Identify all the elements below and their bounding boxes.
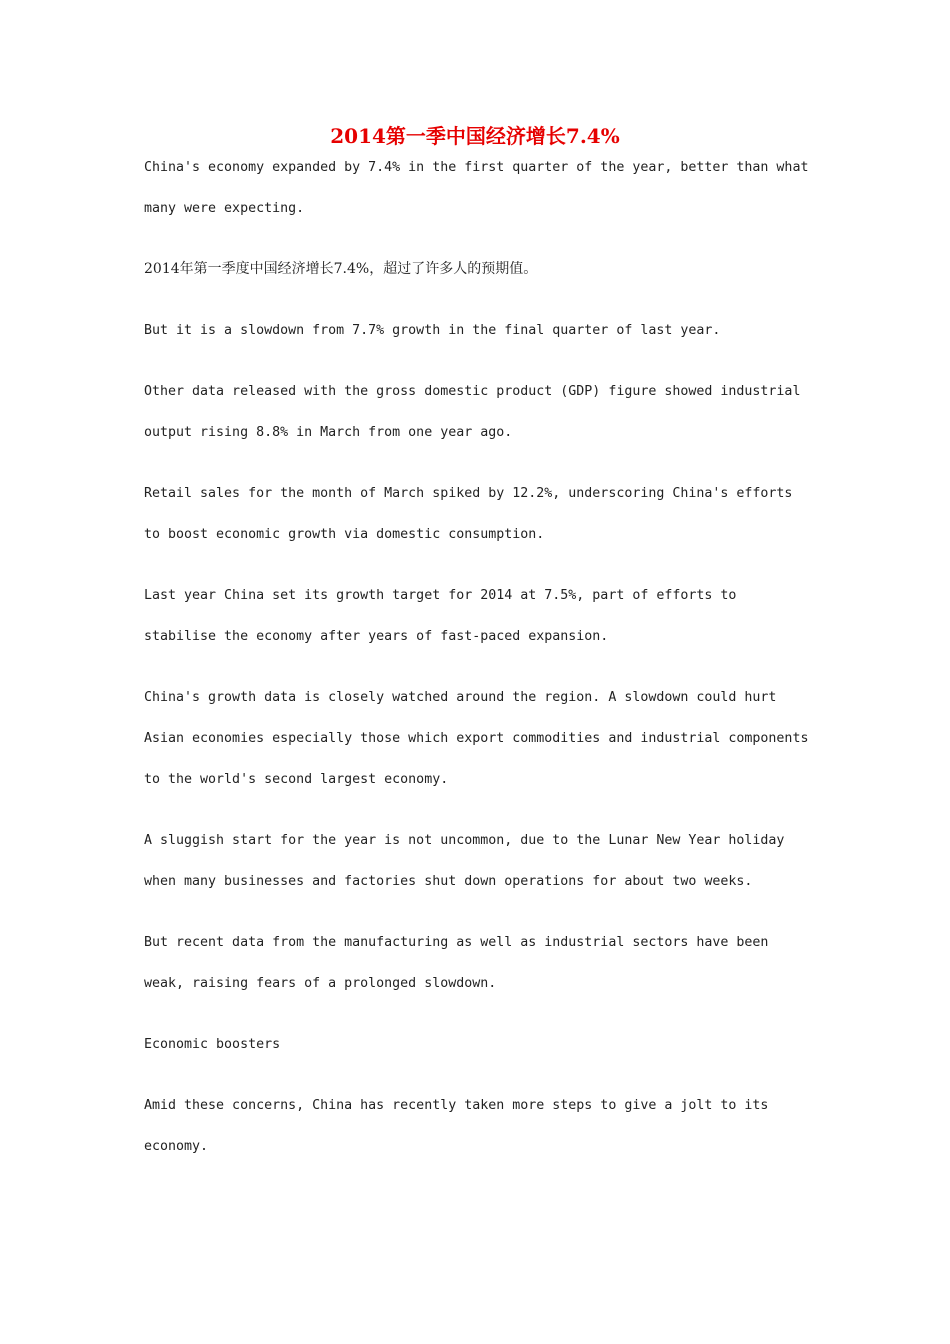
paragraph-economy-expanded: China's economy expanded by 7.4% in the first quarter of the year, better than what many were expecting. xyxy=(144,160,809,216)
document-title: 2014第一季中国经济增长7.4% xyxy=(330,124,620,148)
paragraph-recent-data: But recent data from the manufacturing as well as industrial sectors have been weak, raising fears of a prolonged slowdown. xyxy=(144,935,769,991)
paragraph-regional-impact: China's growth data is closely watched around the region. A slowdown could hurt Asian economies especially those which export commodities and industrial components to the world's second largest economy. xyxy=(144,690,809,787)
paragraph-growth-target: Last year China set its growth target for 2014 at 7.5%, part of efforts to stabilise the economy after years of fast-paced expansion. xyxy=(144,588,737,644)
paragraph-slowdown: But it is a slowdown from 7.7% growth in the final quarter of last year. xyxy=(144,323,721,338)
paragraph-industrial-output: Other data released with the gross domestic product (GDP) figure showed industrial output rising 8.8% in March from one year ago. xyxy=(144,384,801,440)
section-heading-economic-boosters: Economic boosters xyxy=(144,1037,281,1052)
paragraph-lunar-new-year: A sluggish start for the year is not uncommon, due to the Lunar New Year holiday when many businesses and factories shut down operations for about two weeks. xyxy=(144,833,785,889)
paragraph-amid-concerns: Amid these concerns, China has recently taken more steps to give a jolt to its economy. xyxy=(144,1098,769,1154)
document-body xyxy=(144,147,814,1187)
paragraph-retail-sales: Retail sales for the month of March spiked by 12.2%, underscoring China's efforts to boost economic growth via domestic consumption. xyxy=(144,486,793,542)
paragraph-chinese-summary: 2014年第一季度中国经济增长7.4%，超过了许多人的预期值。 xyxy=(144,261,538,277)
